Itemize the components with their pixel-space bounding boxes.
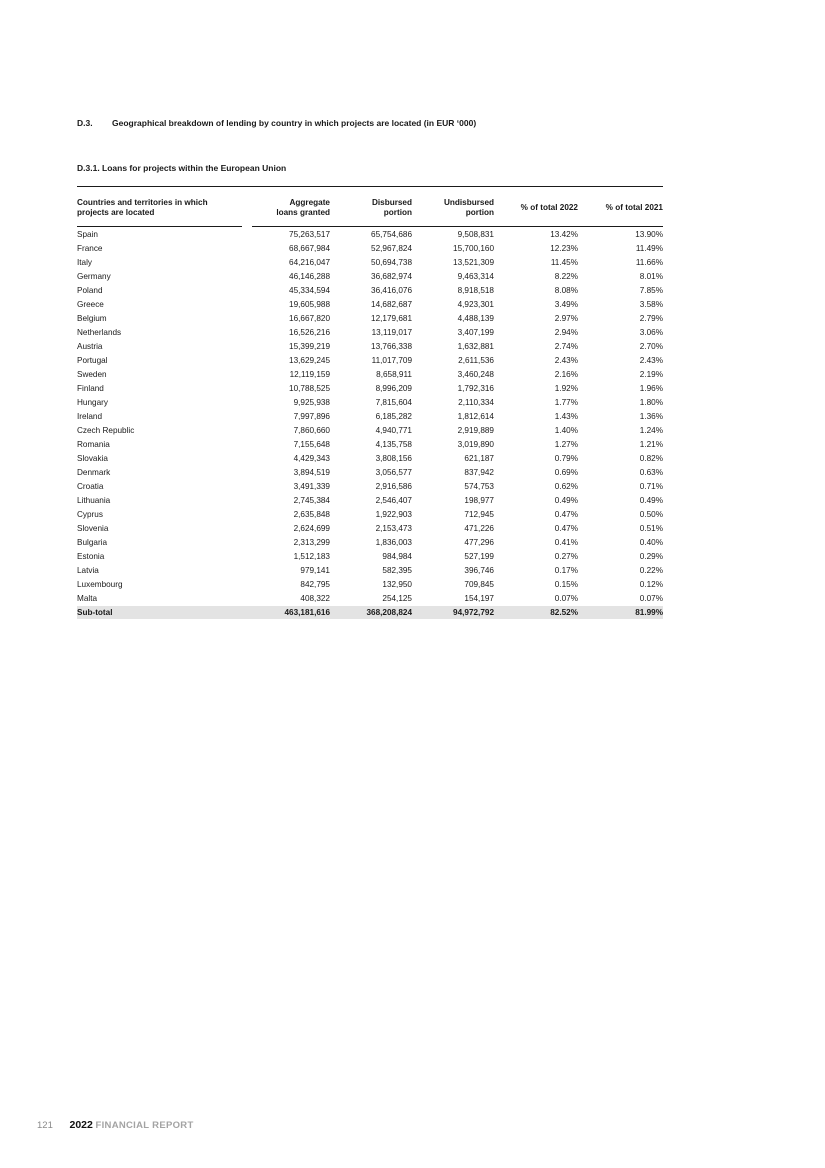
cell-undisbursed: 837,942 [464,468,494,477]
cell-pct-2022: 0.47% [554,510,578,519]
cell-pct-2021: 0.29% [639,552,663,561]
subtotal-pct-2021: 81.99% [578,606,663,619]
cell-country: Austria [77,342,103,351]
cell-pct-2022: 0.27% [554,552,578,561]
cell-aggregate: 3,894,519 [293,468,330,477]
header-pct-2022: % of total 2022 [520,203,578,212]
report-label: FINANCIAL REPORT [95,1120,194,1131]
table-row [77,592,663,606]
table-row [77,256,663,270]
cell-aggregate: 2,313,299 [293,538,330,547]
cell-undisbursed: 574,753 [464,482,494,491]
header-rule-country [77,226,242,227]
cell-aggregate: 13,629,245 [289,356,330,365]
cell-pct-2021: 8.01% [639,272,663,281]
table-row [77,424,663,438]
cell-undisbursed: 154,197 [464,594,494,603]
cell-pct-2021: 2.19% [639,370,663,379]
cell-country: Denmark [77,468,111,477]
cell-country: Portugal [77,356,108,365]
cell-undisbursed: 3,460,248 [457,370,494,379]
cell-country: Belgium [77,314,107,323]
cell-undisbursed: 8,918,518 [457,286,494,295]
cell-aggregate: 15,399,219 [289,342,330,351]
cell-pct-2022: 0.17% [554,566,578,575]
cell-undisbursed: 709,845 [464,580,494,589]
table-row [77,536,663,550]
cell-aggregate: 2,745,384 [293,496,330,505]
cell-pct-2022: 0.62% [554,482,578,491]
cell-aggregate: 16,667,820 [289,314,330,323]
cell-pct-2021: 0.71% [639,482,663,491]
cell-pct-2022: 2.94% [554,328,578,337]
cell-disbursed: 50,694,738 [371,258,412,267]
report-year: 2022 [69,1119,93,1131]
cell-undisbursed: 9,508,831 [457,230,494,239]
header-rule-figures [252,226,663,227]
cell-pct-2022: 0.15% [554,580,578,589]
cell-disbursed: 36,416,076 [371,286,412,295]
table-body [77,225,663,606]
cell-pct-2022: 8.22% [554,272,578,281]
cell-aggregate: 842,795 [300,580,330,589]
section-number: D.3. [77,118,93,128]
cell-aggregate: 4,429,343 [293,454,330,463]
cell-pct-2022: 0.69% [554,468,578,477]
cell-country: Slovakia [77,454,108,463]
cell-aggregate: 64,216,047 [289,258,330,267]
cell-undisbursed: 4,923,301 [457,300,494,309]
table-row [77,326,663,340]
cell-pct-2021: 3.06% [639,328,663,337]
cell-country: Italy [77,258,93,267]
cell-pct-2021: 2.79% [639,314,663,323]
table-row [77,410,663,424]
cell-aggregate: 7,155,648 [293,440,330,449]
cell-undisbursed: 2,919,889 [457,426,494,435]
header-pct-2021: % of total 2021 [605,203,663,212]
cell-undisbursed: 13,521,309 [453,258,494,267]
cell-pct-2021: 1.96% [639,384,663,393]
cell-aggregate: 45,334,594 [289,286,330,295]
table-row [77,340,663,354]
table-row [77,550,663,564]
subtotal-disbursed: 368,208,824 [330,606,412,619]
table-row [77,368,663,382]
cell-undisbursed: 4,488,139 [457,314,494,323]
cell-pct-2021: 0.12% [639,580,663,589]
cell-disbursed: 7,815,604 [375,398,412,407]
cell-aggregate: 46,146,288 [289,272,330,281]
cell-disbursed: 582,395 [382,566,412,575]
cell-pct-2022: 1.27% [554,440,578,449]
cell-pct-2021: 1.80% [639,398,663,407]
cell-aggregate: 12,119,159 [289,370,330,379]
subtotal-pct-2022: 82.52% [494,606,578,619]
cell-country: Cyprus [77,510,103,519]
cell-pct-2022: 2.97% [554,314,578,323]
cell-disbursed: 254,125 [382,594,412,603]
cell-pct-2021: 1.24% [639,426,663,435]
cell-pct-2022: 12.23% [550,244,578,253]
cell-disbursed: 2,916,586 [375,482,412,491]
cell-disbursed: 6,185,282 [375,412,412,421]
cell-country: Ireland [77,412,103,421]
cell-disbursed: 1,922,903 [375,510,412,519]
cell-undisbursed: 1,812,614 [457,412,494,421]
cell-disbursed: 4,135,758 [375,440,412,449]
cell-disbursed: 8,658,911 [376,370,412,379]
cell-aggregate: 979,141 [300,566,330,575]
cell-pct-2022: 8.08% [554,286,578,295]
cell-country: Hungary [77,398,108,407]
cell-aggregate: 7,997,896 [293,412,330,421]
cell-disbursed: 2,546,407 [375,496,412,505]
cell-pct-2021: 3.58% [639,300,663,309]
page-number: 121 [37,1120,53,1131]
cell-pct-2021: 0.07% [639,594,663,603]
cell-aggregate: 68,667,984 [289,244,330,253]
cell-country: Finland [77,384,104,393]
cell-aggregate: 3,491,339 [293,482,330,491]
cell-aggregate: 75,263,517 [289,230,330,239]
table-row [77,466,663,480]
cell-pct-2022: 2.16% [554,370,578,379]
cell-disbursed: 65,754,686 [371,230,412,239]
cell-pct-2021: 7.85% [639,286,663,295]
cell-disbursed: 52,967,824 [371,244,412,253]
cell-undisbursed: 1,632,881 [457,342,494,351]
subtotal-aggregate: 463,181,616 [252,606,330,619]
cell-disbursed: 132,950 [382,580,412,589]
table-row [77,312,663,326]
cell-pct-2021: 0.50% [639,510,663,519]
cell-aggregate: 2,635,848 [293,510,330,519]
cell-country: Latvia [77,566,99,575]
cell-country: Spain [77,230,98,239]
cell-pct-2022: 2.74% [554,342,578,351]
cell-undisbursed: 3,019,890 [457,440,494,449]
cell-aggregate: 19,605,988 [289,300,330,309]
table-row [77,354,663,368]
cell-country: Slovenia [77,524,109,533]
cell-disbursed: 984,984 [382,552,412,561]
cell-pct-2022: 11.45% [550,258,578,267]
cell-pct-2022: 0.07% [554,594,578,603]
cell-country: Lithuania [77,496,111,505]
cell-pct-2022: 2.43% [554,356,578,365]
table-row [77,522,663,536]
header-country: Countries and territories in which projects are located [77,198,208,217]
cell-pct-2022: 1.77% [554,398,578,407]
cell-aggregate: 10,788,525 [289,384,330,393]
cell-country: Germany [77,272,111,281]
cell-disbursed: 3,808,156 [375,454,412,463]
table-row [77,578,663,592]
cell-pct-2022: 0.41% [554,538,578,547]
cell-pct-2022: 0.49% [554,496,578,505]
cell-undisbursed: 3,407,199 [457,328,494,337]
cell-undisbursed: 712,945 [464,510,494,519]
cell-pct-2021: 0.63% [639,468,663,477]
table-row [77,284,663,298]
table-header-row [77,187,663,226]
section-title [77,118,476,128]
cell-pct-2022: 1.92% [554,384,578,393]
cell-disbursed: 3,056,577 [375,468,412,477]
cell-country: France [77,244,103,253]
cell-pct-2022: 0.47% [554,524,578,533]
cell-country: Bulgaria [77,538,108,547]
cell-country: Romania [77,440,110,449]
cell-disbursed: 13,766,338 [371,342,412,351]
cell-undisbursed: 621,187 [464,454,494,463]
table-row [77,382,663,396]
table-row [77,494,663,508]
cell-pct-2021: 1.36% [639,412,663,421]
table-row [77,480,663,494]
cell-disbursed: 36,682,974 [371,272,412,281]
table-row [77,225,663,242]
cell-country: Greece [77,300,104,309]
cell-disbursed: 12,179,681 [371,314,412,323]
cell-aggregate: 1,512,183 [293,552,330,561]
subtotal-row [77,606,663,619]
cell-disbursed: 4,940,771 [375,426,412,435]
cell-pct-2022: 13.42% [550,230,578,239]
cell-undisbursed: 2,611,536 [458,356,494,365]
cell-undisbursed: 15,700,160 [453,244,494,253]
cell-disbursed: 1,836,003 [375,538,412,547]
cell-pct-2022: 0.79% [554,454,578,463]
subsection-title: D.3.1. Loans for projects within the European Union [77,163,287,173]
cell-disbursed: 8,996,209 [375,384,412,393]
header-disbursed: Disbursed portion [371,198,412,217]
cell-pct-2021: 13.90% [635,230,663,239]
cell-country: Czech Republic [77,426,135,435]
section-heading: Geographical breakdown of lending by country in which projects are located (in EUR ‘000) [112,118,477,128]
table-row [77,438,663,452]
cell-undisbursed: 527,199 [464,552,494,561]
header-aggregate: Aggregate loans granted [276,198,330,217]
cell-undisbursed: 9,463,314 [457,272,494,281]
cell-undisbursed: 471,226 [464,524,494,533]
cell-undisbursed: 396,746 [464,566,494,575]
cell-undisbursed: 477,296 [464,538,494,547]
cell-country: Netherlands [77,328,122,337]
table-row [77,564,663,578]
table-row [77,242,663,256]
cell-aggregate: 9,925,938 [293,398,330,407]
cell-country: Poland [77,286,103,295]
cell-pct-2021: 0.51% [639,524,663,533]
cell-disbursed: 11,017,709 [371,356,412,365]
cell-undisbursed: 1,792,316 [457,384,494,393]
cell-disbursed: 13,119,017 [371,328,412,337]
table-row [77,270,663,284]
cell-pct-2021: 2.43% [639,356,663,365]
cell-undisbursed: 2,110,334 [458,398,494,407]
cell-country: Estonia [77,552,105,561]
cell-pct-2021: 11.66% [635,258,663,267]
page-footer [37,1119,194,1131]
table-row [77,298,663,312]
table-row [77,396,663,410]
subtotal-undisbursed: 94,972,792 [412,606,494,619]
cell-aggregate: 7,860,660 [293,426,330,435]
cell-disbursed: 14,682,687 [371,300,412,309]
cell-disbursed: 2,153,473 [375,524,412,533]
cell-pct-2022: 3.49% [554,300,578,309]
cell-country: Croatia [77,482,104,491]
cell-country: Malta [77,594,98,603]
header-undisbursed: Undisbursed portion [443,198,494,217]
cell-pct-2022: 1.43% [554,412,578,421]
cell-pct-2021: 11.49% [635,244,663,253]
cell-country: Luxembourg [77,580,123,589]
cell-pct-2021: 0.82% [639,454,663,463]
cell-country: Sweden [77,370,107,379]
cell-pct-2022: 1.40% [554,426,578,435]
cell-undisbursed: 198,977 [464,496,494,505]
table-row [77,452,663,466]
loans-table [77,186,663,619]
cell-pct-2021: 1.21% [639,440,663,449]
cell-aggregate: 2,624,699 [293,524,330,533]
cell-aggregate: 16,526,216 [289,328,330,337]
table-row [77,508,663,522]
cell-pct-2021: 0.22% [639,566,663,575]
cell-pct-2021: 2.70% [639,342,663,351]
subtotal-label: Sub-total [77,606,252,619]
cell-aggregate: 408,322 [300,594,330,603]
cell-pct-2021: 0.40% [639,538,663,547]
cell-pct-2021: 0.49% [639,496,663,505]
